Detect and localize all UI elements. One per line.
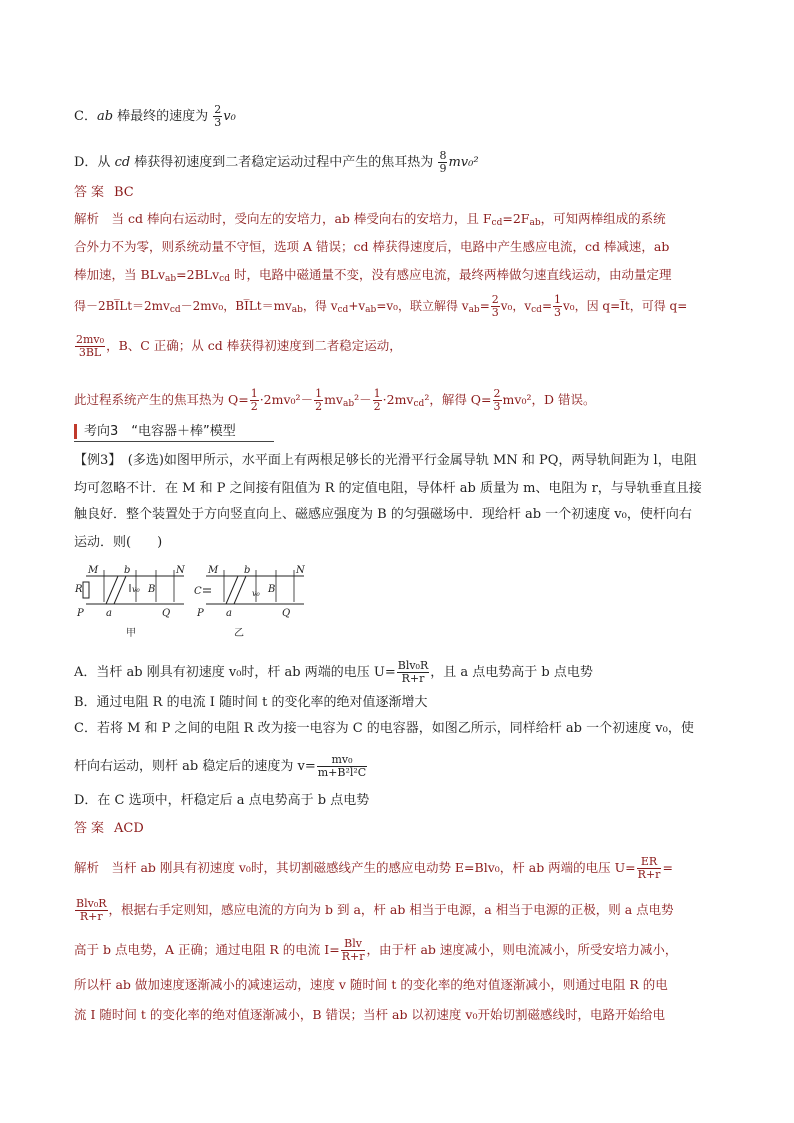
example-option-d [74, 792, 369, 810]
sub: ab [365, 305, 377, 315]
frac-den: 3 [214, 116, 222, 129]
label-a: a [106, 608, 112, 619]
label-p: P [77, 608, 84, 619]
text: t，可得 q= [624, 299, 688, 313]
text: Lt＝mv [248, 299, 292, 313]
text: 触良好．整个装置处于方向竖直向上、磁感应强度为 B 的匀强磁场中．现给杆 ab 一个初速度 v₀，使杆向右 [74, 507, 692, 522]
text: ，B、C 正确；从 cd 棒获得初速度到二者稳定运动， [106, 338, 402, 353]
fraction [491, 294, 500, 319]
example-option-a [74, 660, 593, 685]
example-line-3 [74, 506, 692, 524]
option-c-text: 棒最终的速度为 [113, 109, 213, 124]
text: ·2mv₀²－ [259, 392, 314, 407]
text: 运动．则( ) [74, 535, 163, 550]
text: 棒加速，当 BLv [74, 267, 166, 282]
section-heading [74, 422, 274, 442]
option-c-prefix: C． [74, 109, 97, 124]
text: A．当杆 ab 刚具有初速度 v₀时，杆 ab 两端的电压 U= [74, 665, 396, 680]
answer-1 [74, 184, 134, 202]
analysis-1-line-3 [74, 266, 671, 288]
sub: ab [529, 218, 541, 228]
label-q-right: Q [282, 608, 291, 619]
text: I̅ [114, 299, 120, 313]
option-d-tail: mv₀² [448, 155, 479, 170]
text: C．若将 M 和 P 之间的电阻 R 改为接一电容为 C 的电容器，如图乙所示，同样给杆 ab 一个初速度 v₀，使 [74, 721, 694, 736]
example-option-c-2 [74, 754, 368, 779]
text: +v [348, 299, 366, 313]
text: －2mv₀，B [180, 299, 245, 313]
frac-den: R+r [401, 672, 425, 685]
sub: cd [531, 305, 542, 315]
answer-value: BC [114, 185, 134, 200]
option-c-tail: v₀ [223, 109, 236, 124]
analysis-1-line-2 [74, 238, 669, 256]
text: =v₀，联立解得 v [376, 299, 469, 313]
text: ，且 a 点电势高于 b 点电势 [430, 665, 593, 680]
text: mv₀²，D 错误。 [502, 392, 596, 407]
text: v₀，v [500, 299, 532, 313]
label-p-right: P [197, 608, 204, 619]
analysis-2-line-2 [74, 898, 674, 923]
label-n: N [176, 565, 185, 576]
frac-den: 3 [491, 306, 499, 319]
sub: cd [491, 218, 503, 228]
text: 【例3】 (多选)如图甲所示，水平面上有两根足够长的光滑平行金属导轨 MN 和 PQ，两导轨间距为 l，电阻 [74, 453, 697, 468]
sub: ab [343, 399, 355, 409]
sub: ab [468, 305, 480, 315]
frac-num: 2 [493, 387, 501, 400]
label-v0-right: v₀ [252, 589, 260, 598]
heading-underline [74, 441, 274, 442]
option-d-prefix: D．从 [74, 155, 115, 170]
fraction [373, 388, 382, 413]
text: mv [324, 392, 343, 407]
text: ，根据右手定则知，感应电流的方向为 b 到 a，杆 ab 相当于电源，a 相当于电源的正极，则 a 点电势 [108, 902, 674, 917]
option-d-var: cd [114, 155, 131, 170]
text: = [662, 860, 673, 875]
sub: cd [219, 274, 230, 284]
text: I̅ [244, 299, 249, 313]
fraction [341, 938, 366, 963]
frac-num: 1 [250, 387, 258, 400]
frac-num: ER [637, 856, 662, 869]
fraction [637, 856, 662, 881]
example-line-4 [74, 534, 162, 552]
text: 此过程系统产生的焦耳热为 Q= [74, 392, 249, 407]
text: 合外力不为零，则系统动量不守恒，选项 A 错误；cd 棒获得速度后，电路中产生感应电流，cd 棒减速，ab [74, 239, 670, 254]
answer-label: 答案 [74, 185, 109, 200]
frac-num: 2 [491, 293, 499, 306]
text: ·2mv [382, 392, 414, 407]
sub: ab [291, 305, 303, 315]
figure-label-right: 乙 [234, 628, 244, 639]
fraction [493, 388, 502, 413]
fraction [75, 334, 105, 359]
resistor-r [83, 582, 89, 598]
analysis-1-line-1 [74, 210, 666, 232]
fraction [397, 660, 430, 685]
label-m: M [88, 565, 99, 576]
sub: cd [337, 305, 349, 315]
text: ，由于杆 ab 速度减小，则电流减小，所受安培力减小， [366, 942, 678, 957]
sub: ab [165, 274, 177, 284]
text: =2BLv [176, 267, 220, 282]
label-field-b: B [148, 584, 156, 595]
sub: cd [169, 305, 181, 315]
option-c [74, 104, 236, 129]
fraction [250, 388, 259, 413]
text: I̅ [620, 299, 625, 313]
option-d-fraction [438, 150, 447, 175]
option-c-var: ab [96, 109, 114, 124]
text: Lt＝2mv [119, 299, 170, 313]
analysis-1-line-4 [74, 294, 687, 319]
analysis-2-line-3 [74, 938, 677, 963]
fraction [553, 294, 562, 319]
text: 杆向右运动，则杆 ab 稳定后的速度为 v= [74, 759, 316, 774]
frac-den: 3 [554, 306, 562, 319]
sub: cd [413, 399, 425, 409]
analysis-2-line-1 [74, 856, 673, 881]
analysis-1-line-6 [74, 388, 595, 413]
frac-num: 1 [315, 387, 323, 400]
example-line-2 [74, 480, 702, 498]
text: 解析 当杆 ab 刚具有初速度 v₀时，其切割磁感线产生的感应电动势 E=Blv₀，杆 ab 两端的电压 U= [74, 860, 636, 875]
analysis-1-line-5 [74, 334, 402, 359]
text: 高于 b 点电势，A 正确；通过电阻 R 的电流 I= [74, 942, 340, 957]
label-n-right: N [296, 565, 305, 576]
frac-num: Blv₀R [397, 659, 429, 672]
frac-num: mv₀ [317, 754, 368, 767]
label-c: C [194, 586, 202, 597]
label-v0: v₀ [132, 585, 140, 594]
text: 得－2B [74, 299, 115, 313]
text: ，得 v [302, 299, 338, 313]
label-q: Q [162, 608, 171, 619]
frac-num: Blv [341, 938, 366, 951]
frac-num: 1 [373, 387, 381, 400]
frac-den: R+r [79, 910, 103, 923]
text: ²－ [354, 392, 372, 407]
frac-den: R+r [341, 950, 365, 963]
text: 解析 当 cd 棒向右运动时，受向左的安培力，ab 棒受向右的安培力，且 F [74, 211, 492, 226]
label-m-right: M [208, 565, 219, 576]
text: v₀，因 q= [563, 299, 621, 313]
label-field-b-right: B [268, 584, 276, 595]
heading-marker [74, 424, 77, 439]
analysis-2-line-5 [74, 1006, 665, 1024]
frac-den: m+B²l²C [317, 766, 367, 779]
example-option-c-1 [74, 720, 694, 738]
frac-num: 8 [439, 149, 447, 162]
text: B．通过电阻 R 的电流 I 随时间 t 的变化率的绝对值逐渐增大 [74, 695, 428, 710]
text: =2F [502, 211, 530, 226]
text: D．在 C 选项中，杆稳定后 a 点电势高于 b 点电势 [74, 793, 370, 808]
frac-num: 2 [214, 103, 222, 116]
text: 均可忽略不计．在 M 和 P 之间接有阻值为 R 的定值电阻，导体杆 ab 质量为 m、电阻为 r，与导轨垂直且接 [74, 481, 702, 496]
option-d-text: 棒获得初速度到二者稳定运动过程中产生的焦耳热为 [130, 155, 438, 170]
frac-den: 2 [315, 400, 323, 413]
fraction [317, 754, 368, 779]
example-line-1 [74, 452, 697, 470]
label-a-right: a [226, 608, 232, 619]
label-b: b [124, 565, 131, 576]
text: = [541, 299, 553, 313]
figure-label-left: 甲 [126, 628, 136, 639]
option-c-fraction [213, 104, 222, 129]
option-d [74, 150, 479, 175]
answer-label: 答案 [74, 821, 109, 836]
text: ²，解得 Q= [424, 392, 492, 407]
label-r: R [75, 584, 83, 595]
heading-text: 考向3 “电容器＋棒”模型 [84, 424, 236, 439]
label-b-right: b [244, 565, 251, 576]
fraction [314, 388, 323, 413]
text: 流 I 随时间 t 的变化率的绝对值逐渐减小，B 错误；当杆 ab 以初速度 v₀开始切割磁感线时，电路开始给电 [74, 1007, 665, 1022]
answer-value: ACD [114, 821, 144, 836]
text: 时，电路中磁通量不变，没有感应电流，最终两棒做匀速直线运动，由动量定理 [229, 267, 672, 282]
circuit-figure [74, 562, 314, 644]
example-option-b [74, 694, 428, 712]
frac-num: Blv₀R [76, 897, 107, 910]
text: = [479, 299, 490, 313]
frac-den: 9 [439, 162, 447, 175]
frac-den: 3BL [78, 346, 102, 359]
fraction [75, 898, 108, 923]
analysis-2-line-4 [74, 976, 668, 994]
answer-2 [74, 820, 144, 838]
frac-num: 2mv₀ [76, 333, 105, 346]
frac-den: R+r [637, 868, 661, 881]
frac-den: 2 [250, 400, 258, 413]
frac-den: 3 [493, 400, 501, 413]
frac-num: 1 [554, 293, 562, 306]
frac-den: 2 [373, 400, 381, 413]
text: ，可知两棒组成的系统 [540, 211, 666, 226]
text: 所以杆 ab 做加速度逐渐减小的减速运动，速度 v 随时间 t 的变化率的绝对值逐渐减小，则通过电阻 R 的电 [74, 977, 668, 992]
